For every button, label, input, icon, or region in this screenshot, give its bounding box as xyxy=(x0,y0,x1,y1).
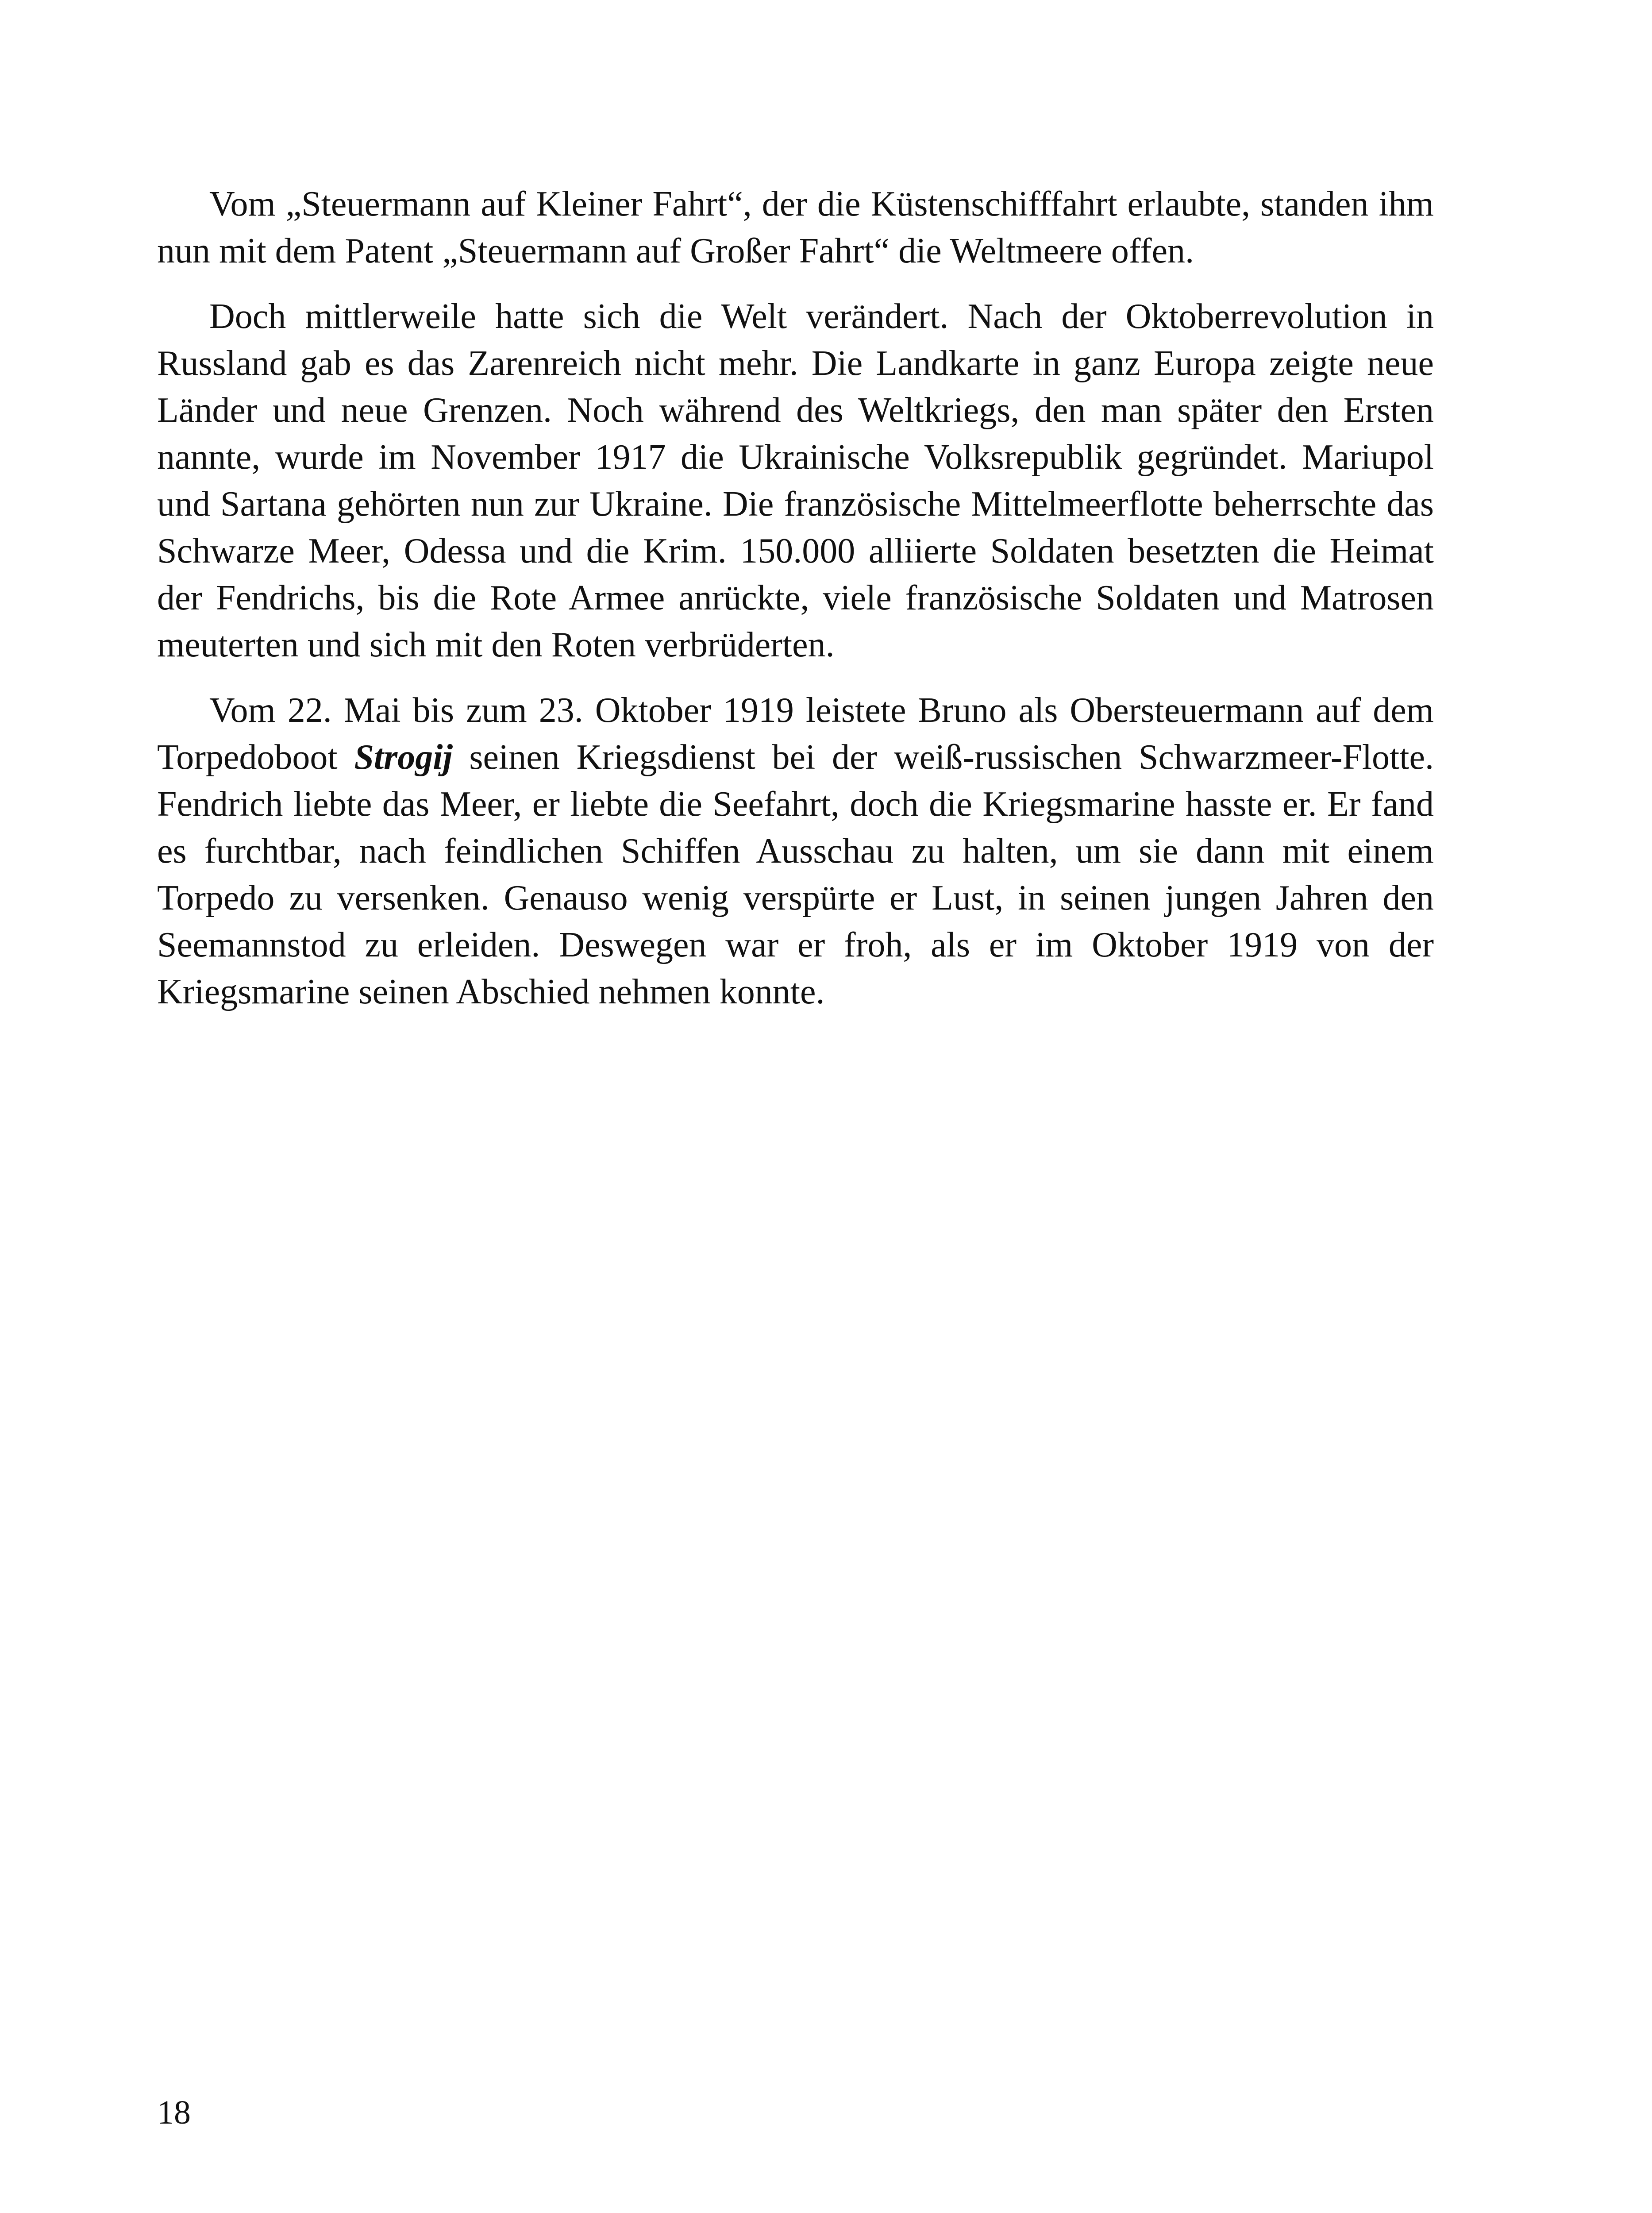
ship-name: Strogij xyxy=(354,738,453,777)
paragraph-3-text-start: Vom 22. Mai bis zum 23. Oktober 1919 leistete Bruno als Obersteuermann auf dem Torpedoboot xyxy=(157,691,1434,777)
paragraph-2: Doch mittlerweile hatte sich die Welt verändert. Nach der Oktoberrevolution in Russland gab es das Zarenreich nicht mehr. Die Landkarte in ganz Europa zeigte neue Länder und neue Grenzen. Noch während des Weltkriegs, den man später den Ersten nannte, wurde im November 1917 die Ukrainische Volksrepublik gegründet. Mariupol und Sartana gehörten nun zur Ukraine. Die französische Mittelmeerflotte beherrschte das Schwarze Meer, Odessa und die Krim. 150.000 alliierte Soldaten besetzten die Heimat der Fendrichs, bis die Rote Armee anrückte, viele französische Soldaten und Matrosen meuterten und sich mit den Roten verbrüderten. xyxy=(157,297,1434,664)
body-text xyxy=(157,181,1434,1034)
paragraph-3-text-end: seinen Kriegsdienst bei der weiß-russischen Schwarzmeer-Flotte. Fendrich liebte das Meer, er liebte die Seefahrt, doch die Kriegsmarine hasste er. Er fand es furchtbar, nach feindlichen Schiffen Ausschau zu halten, um sie dann mit einem Torpedo zu versenken. Genauso wenig verspürte er Lust, in seinen jungen Jahren den Seemannstod zu erleiden. Deswegen war er froh, als er im Oktober 1919 von der Kriegsmarine seinen Abschied nehmen konnte. xyxy=(157,738,1434,1011)
paragraph-1: Vom „Steuermann auf Kleiner Fahrt“, der die Küstenschifffahrt erlaubte, standen ihm nun mit dem Patent „Steuermann auf Großer Fahrt“ die Weltmeere offen. xyxy=(157,185,1434,270)
paragraph-3 xyxy=(157,687,1434,1015)
page-number: 18 xyxy=(157,2094,191,2131)
